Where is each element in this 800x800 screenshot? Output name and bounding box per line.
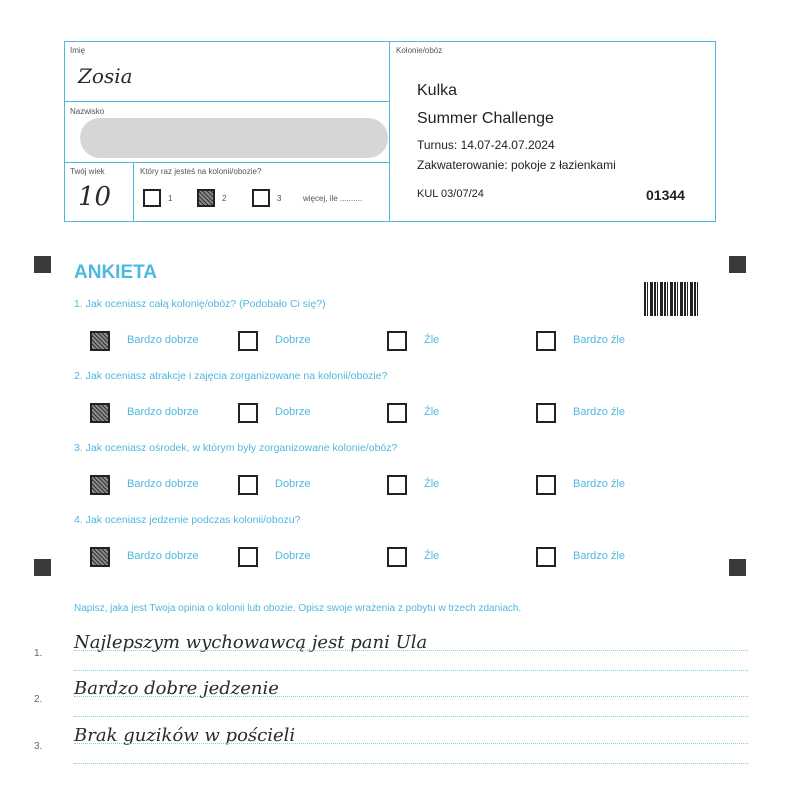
registration-mark-top-left bbox=[34, 256, 51, 273]
rating-checkbox[interactable] bbox=[387, 475, 407, 495]
rating-option-label: Dobrze bbox=[275, 406, 311, 418]
header-divider-row1 bbox=[64, 101, 390, 102]
surname-label: Nazwisko bbox=[70, 107, 105, 116]
surname-redaction bbox=[80, 118, 388, 158]
rating-option-label: Dobrze bbox=[275, 478, 311, 490]
times-label: Który raz jesteś na kolonii/obozie? bbox=[140, 167, 262, 176]
rating-checkbox[interactable] bbox=[536, 331, 556, 351]
opinion-dotted-line bbox=[74, 670, 748, 671]
opinion-dotted-line bbox=[74, 650, 748, 651]
rating-checkbox[interactable] bbox=[387, 331, 407, 351]
question-text: 2. Jak oceniasz atrakcje i zajęcia zorganizowane na kolonii/obozie? bbox=[74, 370, 388, 382]
camp-label: Kolonie/obóz bbox=[396, 46, 443, 55]
times-checkbox-3[interactable] bbox=[252, 189, 270, 207]
times-more-label: więcej, ile .......... bbox=[303, 194, 363, 203]
opinion-dotted-line bbox=[74, 716, 748, 717]
times-label-3: 3 bbox=[277, 194, 282, 203]
rating-option-label: Bardzo dobrze bbox=[127, 550, 199, 562]
rating-checkbox[interactable] bbox=[90, 331, 110, 351]
header-divider-age bbox=[133, 162, 134, 222]
registration-mark-bottom-right bbox=[729, 559, 746, 576]
rating-option-label: Bardzo dobrze bbox=[127, 478, 199, 490]
rating-option-label: Bardzo źle bbox=[573, 406, 625, 418]
camp-code: KUL 03/07/24 bbox=[417, 188, 484, 200]
rating-checkbox[interactable] bbox=[536, 547, 556, 567]
registration-mark-bottom-left bbox=[34, 559, 51, 576]
times-label-2: 2 bbox=[222, 194, 227, 203]
opinion-dotted-line bbox=[74, 743, 748, 744]
rating-checkbox[interactable] bbox=[238, 403, 258, 423]
question-text: 1. Jak oceniasz całą kolonię/obóz? (Podobało Ci się?) bbox=[74, 298, 326, 310]
rating-option-label: Dobrze bbox=[275, 550, 311, 562]
camp-turnus: Turnus: 14.07-24.07.2024 bbox=[417, 138, 555, 152]
name-value[interactable]: Zosia bbox=[78, 64, 133, 88]
rating-checkbox[interactable] bbox=[387, 547, 407, 567]
rating-option-label: Źle bbox=[424, 478, 440, 490]
opinion-answer[interactable]: Brak guzików w pościeli bbox=[74, 725, 296, 746]
rating-checkbox[interactable] bbox=[238, 547, 258, 567]
opinion-answer[interactable]: Bardzo dobre jedzenie bbox=[74, 678, 279, 699]
opinion-line-number: 3. bbox=[34, 741, 43, 752]
opinion-dotted-line bbox=[74, 763, 748, 764]
opinion-prompt: Napisz, jaka jest Twoja opinia o kolonii lub obozie. Opisz swoje wrażenia z pobytu w trzech zdaniach. bbox=[74, 603, 522, 614]
rating-checkbox[interactable] bbox=[238, 331, 258, 351]
rating-checkbox[interactable] bbox=[536, 475, 556, 495]
survey-title: ANKIETA bbox=[74, 262, 158, 283]
rating-checkbox[interactable] bbox=[387, 403, 407, 423]
opinion-line-number: 2. bbox=[34, 694, 43, 705]
opinion-answer[interactable]: Najlepszym wychowawcą jest pani Ula bbox=[74, 632, 428, 653]
camp-accommodation: Zakwaterowanie: pokoje z łazienkami bbox=[417, 158, 616, 172]
age-value[interactable]: 10 bbox=[78, 182, 112, 212]
rating-option-label: Bardzo dobrze bbox=[127, 406, 199, 418]
age-label: Twój wiek bbox=[70, 167, 105, 176]
rating-option-label: Bardzo źle bbox=[573, 478, 625, 490]
question-text: 3. Jak oceniasz ośrodek, w którym były zorganizowane kolonie/obóz? bbox=[74, 442, 398, 454]
camp-name-line1: Kulka bbox=[417, 82, 458, 99]
rating-option-label: Bardzo źle bbox=[573, 550, 625, 562]
registration-mark-top-right bbox=[729, 256, 746, 273]
rating-option-label: Źle bbox=[424, 550, 440, 562]
rating-option-label: Dobrze bbox=[275, 334, 311, 346]
name-label: Imię bbox=[70, 46, 86, 55]
header-divider-row2 bbox=[64, 162, 390, 163]
rating-checkbox[interactable] bbox=[238, 475, 258, 495]
rating-checkbox[interactable] bbox=[90, 475, 110, 495]
opinion-dotted-line bbox=[74, 696, 748, 697]
question-text: 4. Jak oceniasz jedzenie podczas kolonii/obozu? bbox=[74, 514, 301, 526]
times-checkbox-1[interactable] bbox=[143, 189, 161, 207]
opinion-line-number: 1. bbox=[34, 648, 43, 659]
times-checkbox-2[interactable] bbox=[197, 189, 215, 207]
times-label-1: 1 bbox=[168, 194, 173, 203]
rating-option-label: Bardzo dobrze bbox=[127, 334, 199, 346]
camp-name-line2: Summer Challenge bbox=[417, 110, 554, 127]
camp-number: 01344 bbox=[646, 187, 685, 203]
rating-option-label: Źle bbox=[424, 334, 440, 346]
rating-checkbox[interactable] bbox=[90, 547, 110, 567]
rating-checkbox[interactable] bbox=[536, 403, 556, 423]
barcode bbox=[644, 282, 698, 316]
rating-checkbox[interactable] bbox=[90, 403, 110, 423]
rating-option-label: Źle bbox=[424, 406, 440, 418]
header-divider-vertical bbox=[389, 41, 390, 222]
rating-option-label: Bardzo źle bbox=[573, 334, 625, 346]
